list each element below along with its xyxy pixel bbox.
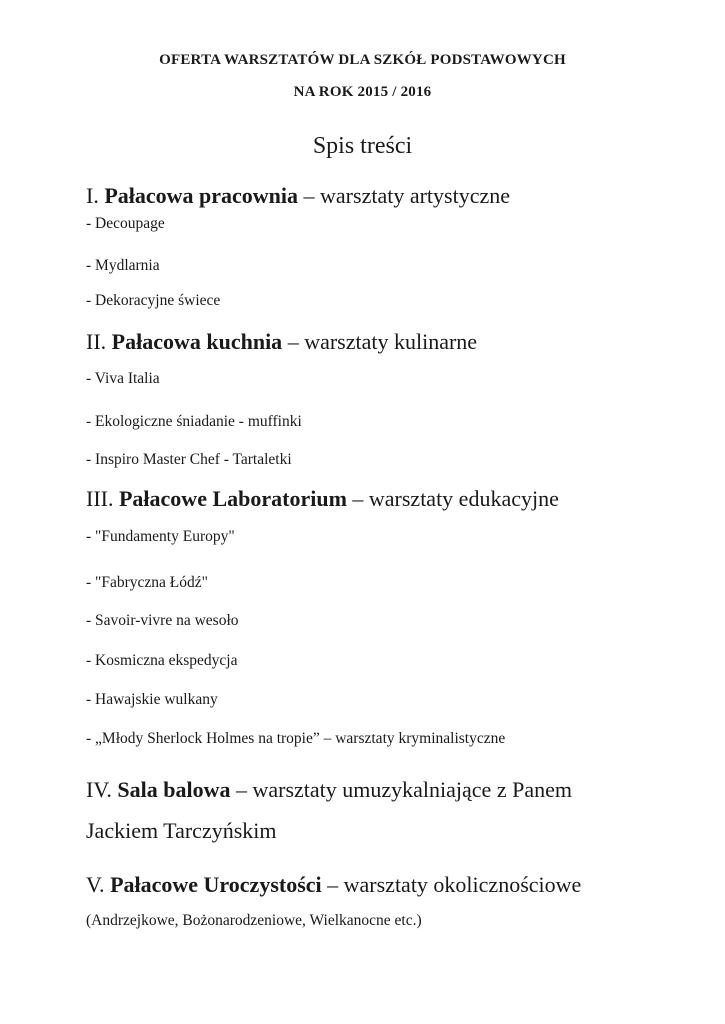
document-heading-line-1: OFERTA WARSZTATÓW DLA SZKÓŁ PODSTAWOWYCH bbox=[159, 52, 566, 68]
list-item: - "Fundamenty Europy" bbox=[86, 528, 235, 545]
section-numeral: II. bbox=[86, 329, 107, 354]
section-numeral: I. bbox=[86, 183, 99, 208]
document-heading-line-2: NA ROK 2015 / 2016 bbox=[293, 84, 432, 100]
section-name: Pałacowe Uroczystości bbox=[110, 872, 322, 897]
section-heading-2 bbox=[86, 329, 477, 355]
section-name: Pałacowe Laboratorium bbox=[118, 486, 347, 511]
list-item: - Inspiro Master Chef - Tartaletki bbox=[86, 451, 292, 468]
list-item: - Dekoracyjne świece bbox=[86, 292, 221, 309]
section-heading-1 bbox=[86, 183, 510, 209]
section-heading-3 bbox=[86, 486, 559, 512]
section-suffix: – warsztaty okolicznościowe bbox=[327, 872, 582, 897]
section-suffix: – warsztaty kulinarne bbox=[287, 329, 478, 354]
section-numeral: IV. bbox=[86, 777, 112, 802]
section-numeral: III. bbox=[86, 486, 114, 511]
list-item: - Decoupage bbox=[86, 215, 165, 232]
list-item: - Mydlarnia bbox=[86, 257, 160, 274]
section-numeral: V. bbox=[86, 872, 105, 897]
section-name: Pałacowa kuchnia bbox=[111, 329, 283, 354]
list-item: - Ekologiczne śniadanie - muffinki bbox=[86, 413, 302, 430]
section-name: Pałacowa pracownia bbox=[104, 183, 299, 208]
section-suffix: – warsztaty edukacyjne bbox=[352, 486, 559, 511]
list-item: - „Młody Sherlock Holmes na tropie” – warsztaty kryminalistyczne bbox=[86, 730, 506, 747]
list-item: - Hawajskie wulkany bbox=[86, 691, 218, 708]
section-suffix: – warsztaty artystyczne bbox=[303, 183, 510, 208]
list-item: - Kosmiczna ekspedycja bbox=[86, 652, 238, 669]
section-note: (Andrzejkowe, Bożonarodzeniowe, Wielkanocne etc.) bbox=[86, 912, 422, 929]
section-suffix: – warsztaty umuzykalniające z Panem bbox=[235, 777, 572, 802]
section-heading-5 bbox=[86, 872, 581, 898]
section-name: Sala balowa bbox=[117, 777, 231, 802]
section-heading-continuation: Jackiem Tarczyńskim bbox=[86, 818, 277, 843]
list-item: - Savoir-vivre na wesoło bbox=[86, 612, 239, 629]
list-item: - Viva Italia bbox=[86, 370, 160, 387]
section-heading-4 bbox=[86, 777, 572, 803]
toc-title: Spis treści bbox=[312, 133, 413, 159]
list-item: - "Fabryczna Łódź" bbox=[86, 574, 208, 591]
